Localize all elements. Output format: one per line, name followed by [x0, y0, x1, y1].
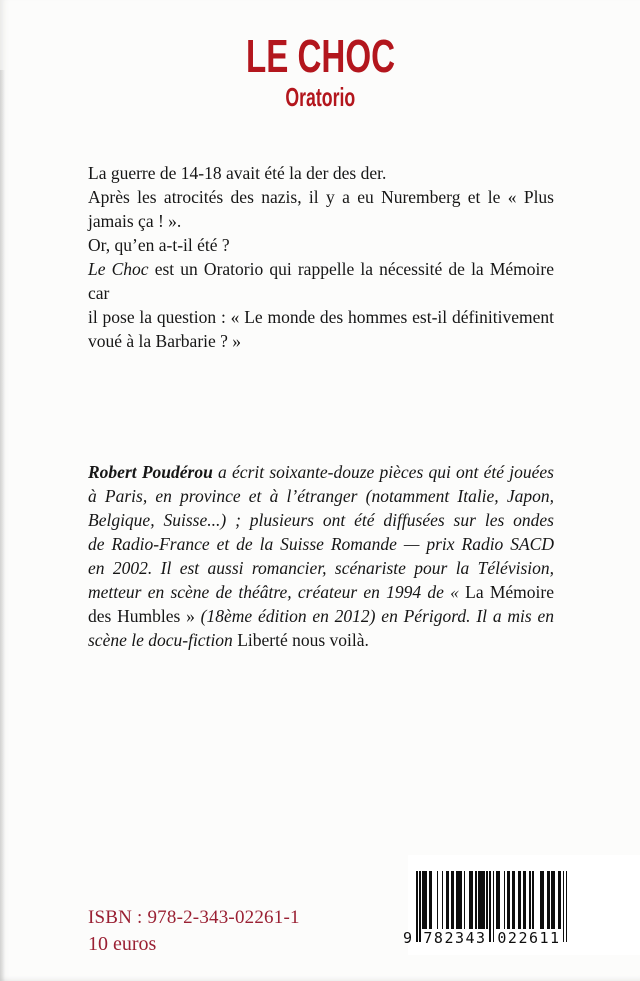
ean13-barcode [403, 871, 586, 955]
author-bio-paragraph [88, 460, 554, 652]
text-line: scène le docu-fiction Liberté nous voilà. [88, 630, 369, 650]
barcode-panel [403, 855, 640, 955]
barcode-leading-digit: 9 [403, 929, 413, 947]
text-line: voué à la Barbarie ? » [88, 331, 242, 351]
text-line: des Humbles » (18ème édition en 2012) en Périgord. Il a mis en [88, 606, 554, 626]
scan-edge-shading [0, 70, 5, 981]
text-line: à Paris, en province et à l’étranger (notamment Italie, Japon, [88, 486, 554, 506]
text-line: il pose la question : « Le monde des hommes est-il définitivement [88, 307, 554, 327]
book-title: LE CHOC [245, 30, 395, 82]
text-line: en 2002. Il est aussi romancier, scénariste pour la Télévision, [88, 558, 554, 578]
barcode-digits [403, 929, 568, 947]
text-line: Le Choc est un Oratorio qui rappelle la nécessité de la Mémoire car [88, 259, 554, 303]
barcode-digits-right: 022611 [497, 929, 561, 947]
blurb-paragraph [88, 161, 554, 353]
price-text: 10 euros [88, 933, 157, 955]
subtitle-area [0, 84, 640, 111]
text-line: metteur en scène de théâtre, créateur en 1994 de « La Mémoire [88, 582, 555, 602]
text-line: Après les atrocités des nazis, il y a eu Nuremberg et le « Plus [88, 187, 554, 207]
text-line: Or, qu’en a-t-il été ? [88, 235, 230, 255]
text-line: jamais ça ! ». [88, 211, 182, 231]
barcode-digits-left: 782343 [423, 929, 487, 947]
isbn-text: ISBN : 978-2-343-02261-1 [88, 907, 300, 928]
text-line: de Radio-France et de la Suisse Romande — prix Radio SACD [88, 534, 554, 554]
book-subtitle: Oratorio [285, 82, 355, 112]
text-line: La guerre de 14-18 avait été la der des der. [88, 163, 387, 183]
footer-info [88, 905, 300, 957]
title-area [0, 30, 640, 82]
text-line: Belgique, Suisse...) ; plusieurs ont été diffusées sur les ondes [88, 510, 554, 530]
text-line: Robert Poudérou a écrit soixante-douze pièces qui ont été jouées [88, 462, 554, 482]
